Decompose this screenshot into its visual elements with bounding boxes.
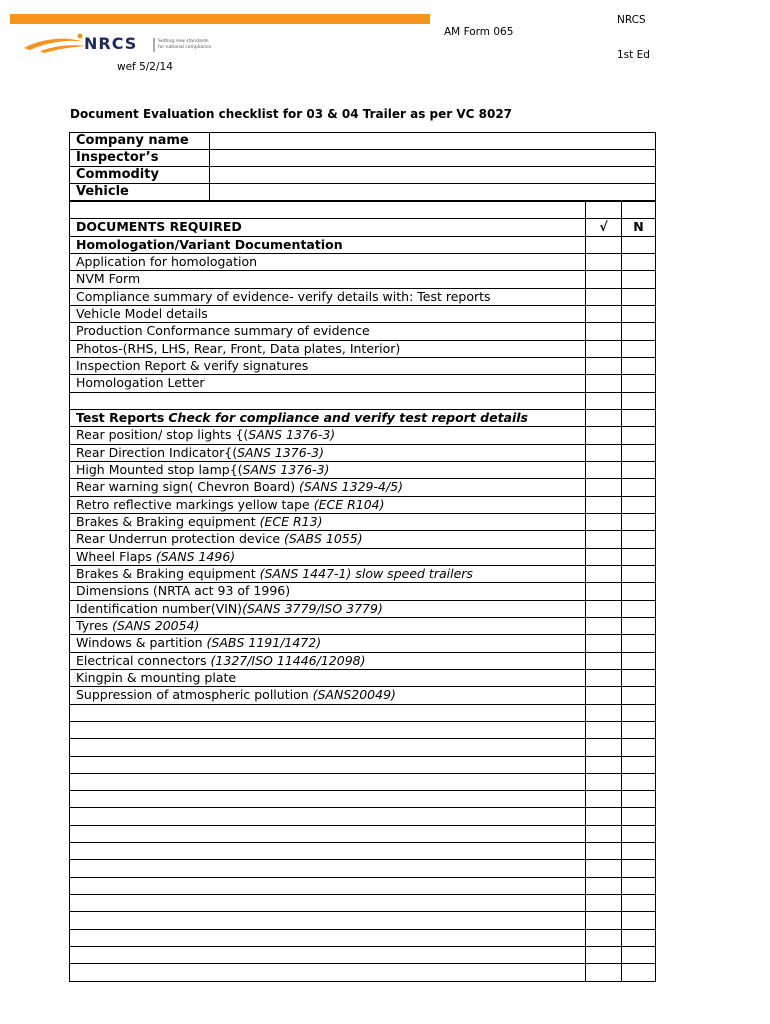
blank-row xyxy=(70,947,656,964)
item-text: Rear Underrun protection device xyxy=(76,531,285,547)
item-standard-ref: (ECE R13) xyxy=(259,514,323,530)
checklist-item xyxy=(70,687,586,704)
check-no-cell[interactable] xyxy=(622,340,656,357)
checklist-item: NVM Form xyxy=(70,271,586,288)
check-yes-cell[interactable] xyxy=(586,288,622,305)
check-yes-cell[interactable] xyxy=(586,825,622,842)
checklist-row xyxy=(70,323,656,340)
item-standard-ref: (SANS 3779/ISO 3779) xyxy=(242,600,383,616)
item-text: Rear Direction Indicator{( xyxy=(76,444,238,460)
logo-text: NRCS xyxy=(84,34,138,53)
section-heading-row xyxy=(70,236,656,253)
check-no-cell[interactable] xyxy=(622,756,656,773)
check-yes-cell[interactable] xyxy=(586,392,622,409)
check-no-cell[interactable] xyxy=(622,253,656,270)
item-text: Retro reflective markings yellow tape xyxy=(76,496,314,512)
check-yes-cell[interactable] xyxy=(586,427,622,444)
check-no-cell[interactable] xyxy=(622,912,656,929)
info-value-field[interactable] xyxy=(210,133,656,150)
checklist-row xyxy=(70,305,656,322)
check-no-cell[interactable] xyxy=(622,409,656,426)
check-no-cell[interactable] xyxy=(622,236,656,253)
check-yes-cell[interactable] xyxy=(586,721,622,738)
check-yes-cell[interactable] xyxy=(586,565,622,582)
checklist-row xyxy=(70,617,656,634)
checklist-item xyxy=(70,531,586,548)
blank-row xyxy=(70,860,656,877)
blank-row xyxy=(70,704,656,721)
blank-cell[interactable] xyxy=(70,825,586,842)
checklist-row xyxy=(70,340,656,357)
header-org: NRCS xyxy=(617,14,646,26)
checklist-row xyxy=(70,600,656,617)
checklist-item: Inspection Report & verify signatures xyxy=(70,357,586,374)
blank-row xyxy=(70,843,656,860)
check-no-cell[interactable] xyxy=(622,565,656,582)
item-text: Kingpin & mounting plate xyxy=(76,670,237,686)
check-yes-cell[interactable] xyxy=(586,669,622,686)
item-standard-ref: (SANS 1329-4/5) xyxy=(299,479,403,495)
info-row xyxy=(70,167,656,184)
info-value-field[interactable] xyxy=(210,184,656,201)
check-yes-cell[interactable] xyxy=(586,600,622,617)
info-label: Company name xyxy=(70,133,210,150)
blank-cell[interactable] xyxy=(70,739,586,756)
info-row xyxy=(70,150,656,167)
check-yes-cell[interactable] xyxy=(586,548,622,565)
blank-cell[interactable] xyxy=(70,721,586,738)
checklist-item xyxy=(70,479,586,496)
check-no-cell[interactable] xyxy=(622,357,656,374)
blank-row xyxy=(70,929,656,946)
check-no-cell[interactable] xyxy=(622,808,656,825)
checklist-item xyxy=(70,513,586,530)
item-standard-ref: (SANS20049) xyxy=(312,687,396,703)
check-no-cell[interactable] xyxy=(622,652,656,669)
checklist-row xyxy=(70,271,656,288)
check-no-cell[interactable] xyxy=(622,739,656,756)
checklist-item xyxy=(70,548,586,565)
checklist-item xyxy=(70,600,586,617)
item-text: Wheel Flaps xyxy=(76,548,156,564)
check-no-cell[interactable] xyxy=(622,617,656,634)
blank-row xyxy=(70,721,656,738)
checklist-row xyxy=(70,513,656,530)
logo-tagline-2: for national compliance xyxy=(158,45,212,50)
check-no-cell[interactable] xyxy=(622,496,656,513)
check-yes-cell[interactable] xyxy=(586,583,622,600)
test-reports-heading: Test Reports xyxy=(76,410,165,426)
check-no-cell[interactable] xyxy=(622,479,656,496)
check-yes-cell[interactable] xyxy=(586,895,622,912)
blank-row xyxy=(70,202,656,219)
checklist-item xyxy=(70,444,586,461)
check-yes-cell[interactable] xyxy=(586,202,622,219)
item-standard-ref: SANS 1376-3) xyxy=(242,462,330,478)
check-no-cell[interactable] xyxy=(622,721,656,738)
info-label: Vehicle xyxy=(70,184,210,201)
checklist-row xyxy=(70,479,656,496)
check-no-cell[interactable] xyxy=(622,773,656,790)
form-number: AM Form 065 xyxy=(444,26,514,38)
info-value-field[interactable] xyxy=(210,167,656,184)
checklist-row xyxy=(70,375,656,392)
documents-heading-row xyxy=(70,219,656,236)
item-standard-ref: (SANS 1447-1) slow speed trailers xyxy=(259,566,473,582)
checklist-item: Application for homologation xyxy=(70,253,586,270)
checklist-row xyxy=(70,669,656,686)
item-standard-ref: (1327/ISO 11446/12098) xyxy=(210,652,366,668)
checklist-row xyxy=(70,444,656,461)
check-no-cell[interactable] xyxy=(622,704,656,721)
info-label: Commodity xyxy=(70,167,210,184)
checklist-item: Vehicle Model details xyxy=(70,305,586,322)
blank-cell[interactable] xyxy=(70,895,586,912)
blank-row xyxy=(70,964,656,981)
item-text: Windows & partition xyxy=(76,635,207,651)
blank-cell[interactable] xyxy=(70,773,586,790)
checklist-row xyxy=(70,548,656,565)
checklist-item: Photos-(RHS, LHS, Rear, Front, Data plates, Interior) xyxy=(70,340,586,357)
check-yes-cell[interactable] xyxy=(586,808,622,825)
checklist-item xyxy=(70,617,586,634)
documents-required-heading: DOCUMENTS REQUIRED xyxy=(70,219,586,236)
checklist-item: Compliance summary of evidence- verify details with: Test reports xyxy=(70,288,586,305)
checklist-row xyxy=(70,583,656,600)
blank-row xyxy=(70,808,656,825)
check-yes-cell[interactable] xyxy=(586,635,622,652)
checklist-item xyxy=(70,583,586,600)
check-yes-cell[interactable] xyxy=(586,513,622,530)
section-heading-row xyxy=(70,409,656,426)
check-no-cell[interactable] xyxy=(622,877,656,894)
check-no-cell[interactable] xyxy=(622,305,656,322)
check-no-cell[interactable] xyxy=(622,947,656,964)
check-yes-cell[interactable] xyxy=(586,357,622,374)
checklist-item xyxy=(70,427,586,444)
checklist-item: Production Conformance summary of evidence xyxy=(70,323,586,340)
blank-cell[interactable] xyxy=(70,877,586,894)
check-yes-cell[interactable] xyxy=(586,479,622,496)
item-text: Rear warning sign( Chevron Board) xyxy=(76,479,300,495)
check-yes-cell[interactable] xyxy=(586,461,622,478)
blank-cell[interactable] xyxy=(70,791,586,808)
check-no-cell[interactable] xyxy=(622,323,656,340)
test-reports-note: Check for compliance and verify test report details xyxy=(168,410,528,426)
checklist-item xyxy=(70,652,586,669)
item-standard-ref: (SANS 1496) xyxy=(155,548,236,564)
blank-row xyxy=(70,895,656,912)
blank-cell[interactable] xyxy=(70,392,586,409)
blank-cell[interactable] xyxy=(70,704,586,721)
checklist-row xyxy=(70,461,656,478)
checklist-row xyxy=(70,635,656,652)
item-standard-ref: (SANS 20054) xyxy=(112,618,200,634)
wef-date: wef 5/2/14 xyxy=(117,61,173,73)
item-text: High Mounted stop lamp{( xyxy=(76,462,243,478)
blank-row xyxy=(70,912,656,929)
check-no-cell[interactable] xyxy=(622,375,656,392)
item-text: Dimensions (NRTA act 93 of 1996) xyxy=(76,583,291,599)
checklist-row xyxy=(70,531,656,548)
check-no-cell[interactable] xyxy=(622,895,656,912)
check-no-cell[interactable] xyxy=(622,392,656,409)
document-title: Document Evaluation checklist for 03 & 04 Trailer as per VC 8027 xyxy=(70,107,513,121)
check-yes-cell[interactable] xyxy=(586,323,622,340)
info-row xyxy=(70,133,656,150)
logo-swoosh-lower xyxy=(40,45,86,53)
check-yes-cell[interactable] xyxy=(586,253,622,270)
header-orange-bar xyxy=(10,14,430,24)
check-no-cell[interactable] xyxy=(622,513,656,530)
blank-cell[interactable] xyxy=(70,202,586,219)
check-yes-cell[interactable] xyxy=(586,739,622,756)
col-no-header: N xyxy=(622,219,656,236)
blank-row xyxy=(70,825,656,842)
check-yes-cell[interactable] xyxy=(586,964,622,981)
check-no-cell[interactable] xyxy=(622,271,656,288)
check-yes-cell[interactable] xyxy=(586,912,622,929)
check-no-cell[interactable] xyxy=(622,531,656,548)
check-yes-cell[interactable] xyxy=(586,340,622,357)
edition: 1st Ed xyxy=(617,49,650,61)
check-yes-cell[interactable] xyxy=(586,652,622,669)
check-no-cell[interactable] xyxy=(622,825,656,842)
item-text: Suppression of atmospheric pollution xyxy=(76,687,313,703)
item-standard-ref: SANS 1376-3) xyxy=(248,427,336,443)
check-yes-cell[interactable] xyxy=(586,843,622,860)
blank-cell[interactable] xyxy=(70,808,586,825)
check-yes-cell[interactable] xyxy=(586,756,622,773)
blank-cell[interactable] xyxy=(70,964,586,981)
blank-cell[interactable] xyxy=(70,912,586,929)
checklist-row xyxy=(70,496,656,513)
check-yes-cell[interactable] xyxy=(586,444,622,461)
info-value-field[interactable] xyxy=(210,150,656,167)
blank-row xyxy=(70,756,656,773)
item-text: Identification number(VIN) xyxy=(76,600,243,616)
check-yes-cell[interactable] xyxy=(586,375,622,392)
blank-row xyxy=(70,392,656,409)
check-no-cell[interactable] xyxy=(622,843,656,860)
col-yes-header: √ xyxy=(586,219,622,236)
blank-row xyxy=(70,877,656,894)
check-yes-cell[interactable] xyxy=(586,236,622,253)
homologation-heading: Homologation/Variant Documentation xyxy=(70,236,586,253)
check-no-cell[interactable] xyxy=(622,461,656,478)
check-no-cell[interactable] xyxy=(622,929,656,946)
logo-dot xyxy=(78,34,83,39)
checklist-item xyxy=(70,461,586,478)
blank-cell[interactable] xyxy=(70,947,586,964)
check-no-cell[interactable] xyxy=(622,860,656,877)
info-row xyxy=(70,184,656,201)
checklist-item: Homologation Letter xyxy=(70,375,586,392)
check-no-cell[interactable] xyxy=(622,427,656,444)
item-standard-ref: (ECE R104) xyxy=(313,496,385,512)
info-label: Inspector’s xyxy=(70,150,210,167)
item-standard-ref: SANS 1376-3) xyxy=(237,444,325,460)
check-yes-cell[interactable] xyxy=(586,947,622,964)
check-no-cell[interactable] xyxy=(622,791,656,808)
check-yes-cell[interactable] xyxy=(586,929,622,946)
check-no-cell[interactable] xyxy=(622,669,656,686)
blank-row xyxy=(70,791,656,808)
checklist-item xyxy=(70,635,586,652)
blank-cell[interactable] xyxy=(70,929,586,946)
checklist-item xyxy=(70,565,586,582)
checklist-row xyxy=(70,253,656,270)
check-no-cell[interactable] xyxy=(622,635,656,652)
checklist-row xyxy=(70,357,656,374)
info-table xyxy=(69,132,656,201)
item-text: Brakes & Braking equipment xyxy=(76,566,260,582)
logo-tagline-1: Setting new standards xyxy=(158,39,209,44)
check-no-cell[interactable] xyxy=(622,600,656,617)
nrcs-logo xyxy=(22,30,237,58)
checklist-row xyxy=(70,565,656,582)
check-yes-cell[interactable] xyxy=(586,617,622,634)
check-no-cell[interactable] xyxy=(622,583,656,600)
item-text: Tyres xyxy=(76,618,113,634)
check-yes-cell[interactable] xyxy=(586,877,622,894)
check-no-cell[interactable] xyxy=(622,687,656,704)
checklist-row xyxy=(70,652,656,669)
check-no-cell[interactable] xyxy=(622,548,656,565)
test-reports-heading-cell xyxy=(70,409,586,426)
check-no-cell[interactable] xyxy=(622,964,656,981)
check-no-cell[interactable] xyxy=(622,288,656,305)
item-text: Electrical connectors xyxy=(76,652,211,668)
check-no-cell[interactable] xyxy=(622,444,656,461)
check-yes-cell[interactable] xyxy=(586,496,622,513)
checklist-table xyxy=(69,201,656,982)
item-standard-ref: (SABS 1055) xyxy=(284,531,363,547)
check-yes-cell[interactable] xyxy=(586,860,622,877)
check-yes-cell[interactable] xyxy=(586,704,622,721)
blank-row xyxy=(70,773,656,790)
check-yes-cell[interactable] xyxy=(586,687,622,704)
check-yes-cell[interactable] xyxy=(586,305,622,322)
check-yes-cell[interactable] xyxy=(586,531,622,548)
check-yes-cell[interactable] xyxy=(586,773,622,790)
check-no-cell[interactable] xyxy=(622,202,656,219)
item-text: Brakes & Braking equipment xyxy=(76,514,260,530)
blank-cell[interactable] xyxy=(70,860,586,877)
blank-row xyxy=(70,739,656,756)
checklist-row xyxy=(70,288,656,305)
item-text: Rear position/ stop lights {( xyxy=(76,427,249,443)
blank-cell[interactable] xyxy=(70,756,586,773)
check-yes-cell[interactable] xyxy=(586,791,622,808)
checklist-row xyxy=(70,427,656,444)
check-yes-cell[interactable] xyxy=(586,409,622,426)
checklist-item xyxy=(70,496,586,513)
blank-cell[interactable] xyxy=(70,843,586,860)
checklist-row xyxy=(70,687,656,704)
check-yes-cell[interactable] xyxy=(586,271,622,288)
checklist-item xyxy=(70,669,586,686)
item-standard-ref: (SABS 1191/1472) xyxy=(206,635,322,651)
